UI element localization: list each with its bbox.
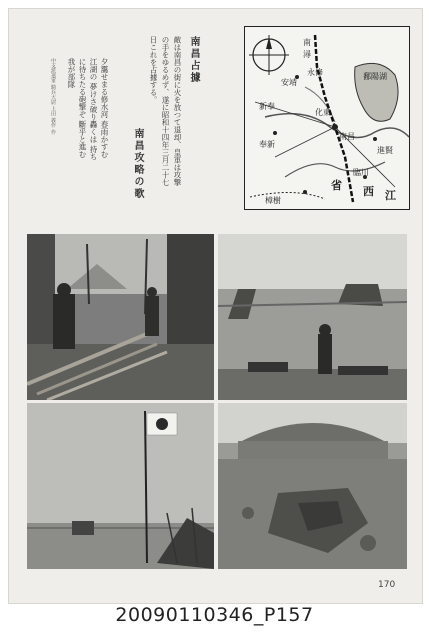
song-title: 南昌攻略の歌 — [132, 128, 143, 200]
map-label: 南昌 — [339, 132, 355, 141]
map-label: 西 — [363, 185, 374, 198]
flag-icon — [156, 418, 168, 430]
map-label: 化東 — [315, 108, 331, 117]
map-label: 新奉 — [259, 102, 275, 111]
image-caption: 20090110346_P157 — [115, 604, 314, 626]
broken-bridge-river-photo — [218, 234, 407, 400]
map-drawing — [245, 27, 409, 209]
map-label: 省 — [331, 179, 342, 192]
nanchang-marker — [332, 124, 338, 130]
page-number: 170 — [378, 580, 396, 590]
section-title: 南昌占據 — [188, 36, 199, 84]
map-label: 江 — [385, 189, 396, 202]
map-label: 臨川 — [353, 168, 369, 177]
map-label: 奉新 — [259, 140, 275, 149]
map-label: 潯 — [303, 50, 311, 59]
map-label: 鄱陽湖 — [363, 72, 387, 81]
flag-river-photo — [27, 403, 214, 569]
hangar-ruins-photo — [218, 403, 407, 569]
map-label: 南 — [303, 38, 311, 47]
map-label: 永修 — [307, 68, 323, 77]
nanchang-map — [244, 26, 410, 210]
song-poem: 夕靄せまる修水河 春雨かすむ江湖の 夢けさ破り轟くは 持ちに待ちたる砲撃ぞ 斷乎と進む我が部隊 — [67, 58, 109, 161]
map-label: 樟樹 — [265, 196, 281, 205]
author-note: 中支派遣軍 騎兵大尉 上田 義作 作 — [50, 58, 56, 135]
street-troops-photo — [27, 234, 214, 400]
map-label: 安靖 — [281, 78, 297, 87]
map-label: 進賢 — [377, 146, 393, 155]
section-body: 敵は南昌の街に火を放つて退却、皇軍は攻撃の手をゆるめず、遂に昭和十四年三月二十七日これを占據する。 — [149, 36, 182, 186]
